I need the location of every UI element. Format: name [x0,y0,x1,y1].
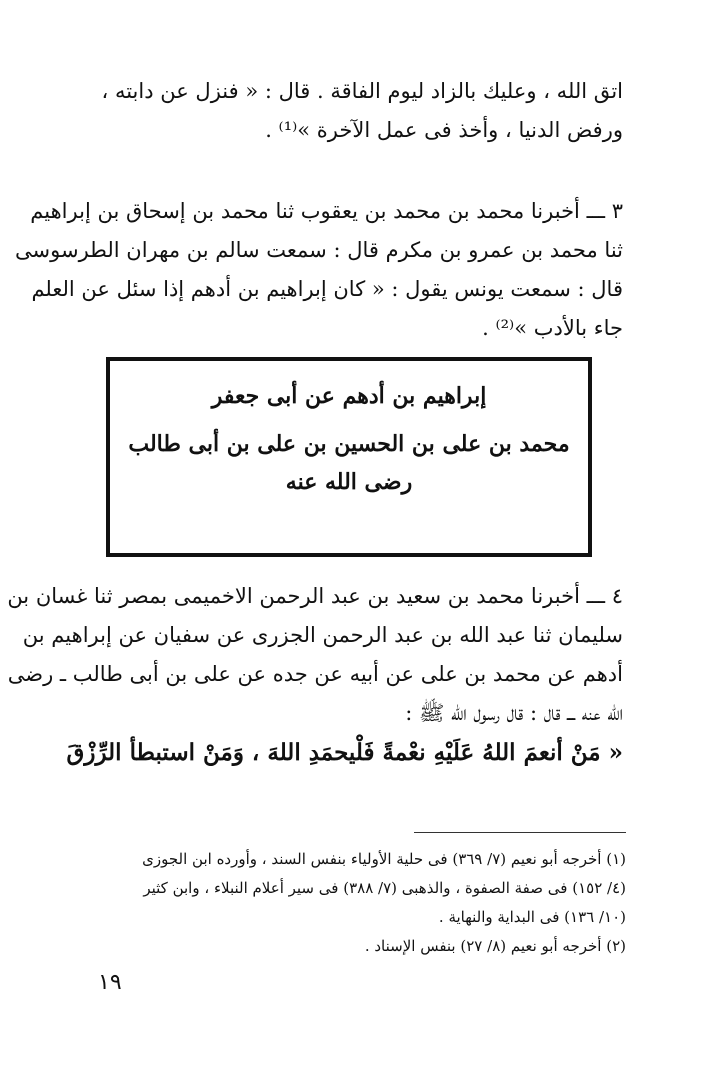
heading-line: إبراهيم بن أدهم عن أبى جعفر [211,383,487,409]
footnote-line: (١) أخرجه أبو نعيم (٧/ ٣٦٩) فى حلية الأولياء بنفس السند ، وأورده ابن الجوزى [142,850,626,868]
text-line: جاء بالأدب »⁽²⁾ . [482,316,623,340]
footnote-line: (١٠/ ١٣٦) فى البداية والنهاية . [438,908,626,926]
heading-line: رضى الله عنه [285,469,413,495]
footnotes [81,845,626,961]
footnote-line: (٤/ ١٥٢) فى صفة الصفوة ، والذهبى (٧/ ٣٨٨) فى سير أعلام النبلاء ، وابن كثير [143,879,626,897]
text-line: ثنا محمد بن عمرو بن مكرم قال : سمعت سالم بن مهران الطرسوسى [15,238,623,262]
footnote-line: (٢) أخرجه أبو نعيم (٨/ ٢٧) بنفس الإسناد . [364,937,626,955]
text-line: ٤ ـــ أخبرنا محمد بن سعيد بن عبد الرحمن الاخميمى بمصر ثنا غسان بن [7,584,623,608]
paragraph-4 [7,577,623,772]
text-line: سليمان ثنا عبد الله بن عبد الرحمن الجزرى عن سفيان عن إبراهيم بن [22,623,623,647]
text-line: اتق الله ، وعليك بالزاد ليوم الفاقة . قال : « فنزل عن دابته ، [101,79,623,103]
heading-line: محمد بن على بن الحسين بن على بن أبى طالب [128,431,570,457]
text-line: ٣ ـــ أخبرنا محمد بن محمد بن يعقوب ثنا محمد بن إسحاق بن إبراهيم [30,199,623,223]
page-number: ١٩ [98,970,122,995]
paragraph-3 [15,192,623,348]
text-line: أدهم عن محمد بن على عن أبيه عن جده عن على بن أبى طالب ـ رضى [7,662,623,686]
text-line: الله عنه ـــ قال : قال رسول الله ﷺ : [405,701,623,725]
footnote-separator [414,832,626,833]
text-line: ورفض الدنيا ، وأخذ فى عمل الآخرة »⁽¹⁾ . [265,118,623,142]
boxed-chapter-heading [106,357,592,557]
text-line: قال : سمعت يونس يقول : « كان إبراهيم بن أدهم إذا سئل عن العلم [31,277,623,301]
hadith-text: « مَنْ أنعمَ اللهُ عَلَيْهِ نعْمةً فَلْيحمَدِ اللهَ ، وَمَنْ استبطأ الرِّزْقَ [66,739,623,766]
paragraph-1 [83,72,623,150]
